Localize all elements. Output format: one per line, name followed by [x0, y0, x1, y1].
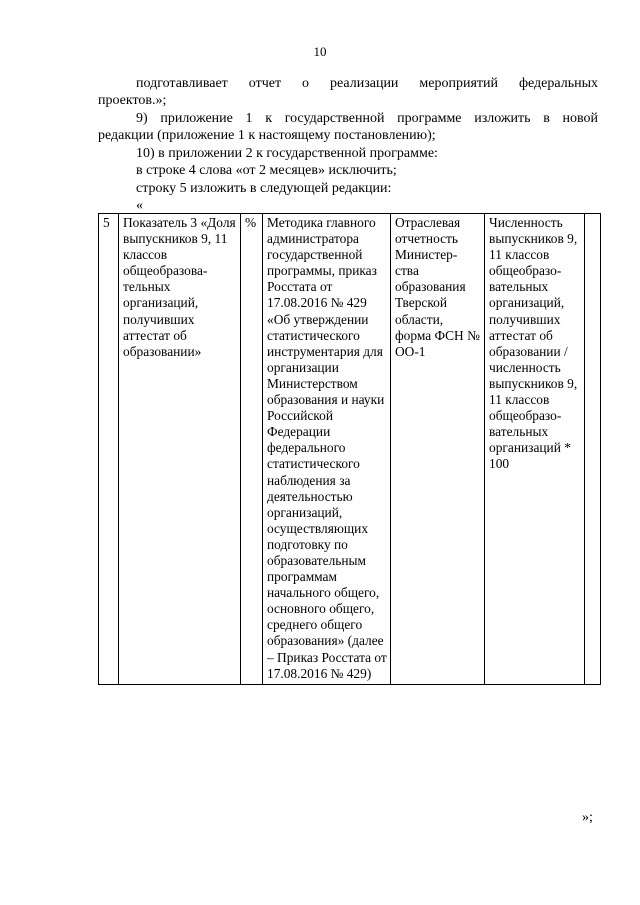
- paragraph-2-line-2: редакции (приложение 1 к настоящему постановлению);: [98, 128, 436, 143]
- paragraph-4: в строке 4 слова «от 2 месяцев» исключить;: [136, 163, 397, 178]
- cell-empty: [585, 214, 601, 685]
- indicator-table: [98, 213, 601, 685]
- paragraph-3: 10) в приложении 2 к государственной программе:: [136, 146, 438, 161]
- closing-quote: »;: [582, 810, 593, 825]
- cell-row-number: 5: [99, 214, 119, 685]
- open-quote: «: [136, 198, 143, 213]
- cell-unit: %: [241, 214, 263, 685]
- cell-source: Отраслевая отчетность Министер-ства образования Тверской области, форма ФСН № ОО-1: [391, 214, 485, 685]
- cell-formula: Численность выпускников 9, 11 классов общеобразо-вательных организаций, получивших аттестат об образовании / численность выпускников 9, 11 классов общеобразо-вательных организаций * 100: [485, 214, 585, 685]
- page-number: 10: [313, 44, 327, 59]
- cell-indicator: Показатель 3 «Доля выпускников 9, 11 классов общеобразова-тельных организаций, получивших аттестат об образовании»: [119, 214, 241, 685]
- paragraph-5: строку 5 изложить в следующей редакции:: [136, 181, 392, 196]
- paragraph-1-line-2: проектов.»;: [98, 93, 167, 108]
- paragraph-1-line-1: подготавливает отчет о реализации мероприятий федеральных: [136, 76, 598, 91]
- table-row: [99, 214, 601, 685]
- cell-methodology: Методика главного администратора государственной программы, приказ Росстата от 17.08.2016 № 429 «Об утверждении статистического инструментария для организации Министерством образования и науки Российской Федерации федерального статистического наблюдения за деятельностью организаций, осуществляющих подготовку по образовательным программам начального общего, основного общего, среднего общего образования» (далее – Приказ Росстата от 17.08.2016 № 429): [263, 214, 391, 685]
- paragraph-2-line-1: 9) приложение 1 к государственной программе изложить в новой: [136, 111, 598, 126]
